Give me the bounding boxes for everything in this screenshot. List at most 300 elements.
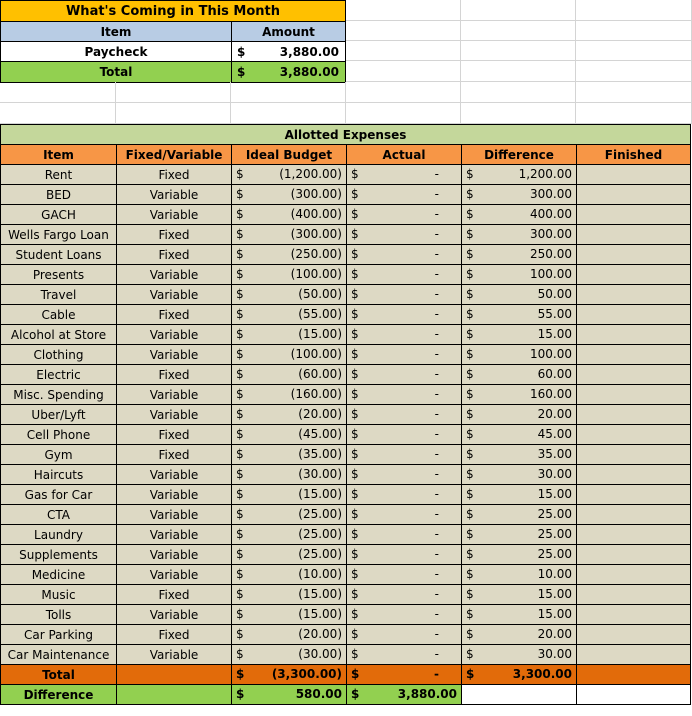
expense-type[interactable]: Fixed — [117, 165, 232, 185]
expense-item[interactable]: Gym — [1, 445, 117, 465]
expense-finished[interactable] — [577, 425, 691, 445]
currency-symbol: $ — [236, 687, 245, 701]
expense-difference[interactable] — [462, 465, 577, 485]
expense-item[interactable]: Rent — [1, 165, 117, 185]
expense-difference[interactable] — [462, 545, 577, 565]
expense-finished[interactable] — [577, 325, 691, 345]
empty-cell[interactable] — [576, 41, 692, 61]
empty-cell[interactable] — [346, 103, 461, 124]
currency-symbol: $ — [466, 507, 474, 521]
expense-difference[interactable] — [462, 565, 577, 585]
expense-ideal-budget[interactable] — [232, 445, 347, 465]
expense-difference[interactable] — [462, 445, 577, 465]
amount-value: 20.00 — [537, 407, 572, 421]
expense-ideal-budget[interactable] — [232, 465, 347, 485]
expense-type[interactable]: Fixed — [117, 585, 232, 605]
expense-difference[interactable] — [462, 505, 577, 525]
total-difference[interactable] — [462, 665, 577, 685]
currency-symbol: $ — [236, 427, 244, 441]
currency-symbol: $ — [466, 427, 474, 441]
expense-actual[interactable] — [347, 405, 462, 425]
expense-actual[interactable] — [347, 185, 462, 205]
table-row — [1, 485, 691, 505]
amount-value: 300.00 — [530, 187, 572, 201]
table-row — [1, 285, 691, 305]
difference-row — [1, 685, 691, 705]
expense-ideal-budget[interactable] — [232, 285, 347, 305]
empty-cell[interactable] — [116, 82, 231, 103]
expense-actual[interactable] — [347, 525, 462, 545]
expense-finished[interactable] — [577, 605, 691, 625]
empty-cell[interactable] — [346, 61, 461, 82]
table-row — [1, 185, 691, 205]
empty-cell[interactable] — [576, 0, 692, 21]
currency-symbol: $ — [466, 307, 474, 321]
amount-value: 580.00 — [295, 687, 342, 701]
income-header-item[interactable]: Item — [0, 21, 232, 42]
amount-value: 15.00 — [537, 327, 572, 341]
amount-value: (15.00) — [298, 607, 342, 621]
expense-item[interactable]: Uber/Lyft — [1, 405, 117, 425]
currency-symbol: $ — [236, 467, 244, 481]
currency-symbol: $ — [466, 667, 475, 681]
expense-type[interactable]: Variable — [117, 265, 232, 285]
amount-value: - — [434, 167, 439, 181]
header-difference[interactable]: Difference — [462, 145, 577, 165]
table-row — [1, 325, 691, 345]
expense-item[interactable]: Car Maintenance — [1, 645, 117, 665]
expense-ideal-budget[interactable] — [232, 585, 347, 605]
amount-value: 3,880.00 — [397, 687, 457, 701]
expense-item[interactable]: Cell Phone — [1, 425, 117, 445]
expense-difference[interactable] — [462, 185, 577, 205]
expense-actual[interactable] — [347, 425, 462, 445]
expense-actual[interactable] — [347, 265, 462, 285]
currency-symbol: $ — [351, 427, 359, 441]
expense-finished[interactable] — [577, 405, 691, 425]
expense-ideal-budget[interactable] — [232, 425, 347, 445]
expense-difference[interactable] — [462, 405, 577, 425]
expense-item[interactable]: Student Loans — [1, 245, 117, 265]
amount-value: (25.00) — [298, 527, 342, 541]
expense-difference[interactable] — [462, 265, 577, 285]
expense-actual[interactable] — [347, 345, 462, 365]
currency-symbol: $ — [236, 567, 244, 581]
expense-actual[interactable] — [347, 605, 462, 625]
currency-symbol: $ — [236, 647, 244, 661]
expense-finished[interactable] — [577, 165, 691, 185]
expense-finished[interactable] — [577, 645, 691, 665]
expense-actual[interactable] — [347, 465, 462, 485]
expense-finished[interactable] — [577, 385, 691, 405]
expense-difference[interactable] — [462, 245, 577, 265]
empty-cell[interactable] — [576, 21, 692, 41]
currency-symbol: $ — [236, 167, 244, 181]
expense-item[interactable]: GACH — [1, 205, 117, 225]
table-row — [1, 265, 691, 285]
expense-difference[interactable] — [462, 285, 577, 305]
empty-cell[interactable] — [346, 21, 461, 41]
currency-symbol: $ — [236, 367, 244, 381]
expense-ideal-budget[interactable] — [232, 605, 347, 625]
expense-item[interactable]: Gas for Car — [1, 485, 117, 505]
expense-actual[interactable] — [347, 165, 462, 185]
empty-cell[interactable] — [576, 61, 692, 82]
expense-item[interactable]: Electric — [1, 365, 117, 385]
income-header-amount[interactable]: Amount — [231, 21, 346, 42]
currency-symbol: $ — [466, 647, 474, 661]
difference-type[interactable] — [117, 685, 232, 705]
amount-value: (60.00) — [298, 367, 342, 381]
currency-symbol: $ — [351, 207, 359, 221]
table-row — [1, 465, 691, 485]
expense-item[interactable]: CTA — [1, 505, 117, 525]
expense-ideal-budget[interactable] — [232, 505, 347, 525]
empty-cell[interactable] — [116, 103, 231, 124]
expense-ideal-budget[interactable] — [232, 225, 347, 245]
expense-finished[interactable] — [577, 345, 691, 365]
expense-actual[interactable] — [347, 325, 462, 345]
amount-value: 30.00 — [537, 647, 572, 661]
expense-type[interactable]: Fixed — [117, 625, 232, 645]
currency-symbol: $ — [351, 367, 359, 381]
currency-symbol: $ — [351, 667, 360, 681]
expense-difference[interactable] — [462, 485, 577, 505]
amount-value: - — [434, 407, 439, 421]
expense-actual[interactable] — [347, 285, 462, 305]
amount-value: 25.00 — [537, 527, 572, 541]
expense-item[interactable]: Car Parking — [1, 625, 117, 645]
currency-symbol: $ — [236, 207, 244, 221]
expense-finished[interactable] — [577, 505, 691, 525]
expense-finished[interactable] — [577, 205, 691, 225]
currency-symbol: $ — [466, 327, 474, 341]
expense-finished[interactable] — [577, 485, 691, 505]
currency-symbol: $ — [351, 647, 359, 661]
amount-value: 35.00 — [537, 447, 572, 461]
expense-item[interactable]: Laundry — [1, 525, 117, 545]
income-row-item[interactable]: Paycheck — [0, 41, 232, 62]
expense-difference[interactable] — [462, 525, 577, 545]
header-type[interactable]: Fixed/Variable — [117, 145, 232, 165]
currency-symbol: $ — [351, 387, 359, 401]
difference-actual[interactable] — [347, 685, 462, 705]
empty-cell[interactable] — [461, 103, 576, 124]
amount-value: - — [434, 307, 439, 321]
expense-difference[interactable] — [462, 225, 577, 245]
expense-item[interactable]: Wells Fargo Loan — [1, 225, 117, 245]
expense-difference[interactable] — [462, 345, 577, 365]
header-ideal-budget[interactable]: Ideal Budget — [232, 145, 347, 165]
amount-value: - — [434, 247, 439, 261]
expense-finished[interactable] — [577, 445, 691, 465]
empty-cell[interactable] — [461, 21, 576, 41]
total-finished[interactable] — [577, 665, 691, 685]
expense-finished[interactable] — [577, 545, 691, 565]
difference-ideal-budget[interactable] — [232, 685, 347, 705]
expense-type[interactable]: Variable — [117, 345, 232, 365]
currency-symbol: $ — [466, 267, 474, 281]
expense-item[interactable]: Supplements — [1, 545, 117, 565]
expense-type[interactable]: Fixed — [117, 425, 232, 445]
currency-symbol: $ — [351, 407, 359, 421]
expense-item[interactable]: Clothing — [1, 345, 117, 365]
income-row-amount[interactable] — [231, 41, 346, 62]
amount-value: - — [434, 647, 439, 661]
expense-difference[interactable] — [462, 385, 577, 405]
expense-ideal-budget[interactable] — [232, 565, 347, 585]
expense-type[interactable]: Fixed — [117, 305, 232, 325]
expense-finished[interactable] — [577, 305, 691, 325]
expense-difference[interactable] — [462, 325, 577, 345]
expense-difference[interactable] — [462, 605, 577, 625]
expense-ideal-budget[interactable] — [232, 165, 347, 185]
difference-finished[interactable] — [577, 685, 691, 705]
empty-cell[interactable] — [231, 103, 346, 124]
amount-value: - — [434, 287, 439, 301]
amount-value: (400.00) — [290, 207, 342, 221]
expense-actual[interactable] — [347, 205, 462, 225]
expense-type[interactable]: Variable — [117, 525, 232, 545]
income-total-amount[interactable] — [231, 61, 346, 83]
expense-finished[interactable] — [577, 365, 691, 385]
expense-item[interactable]: Misc. Spending — [1, 385, 117, 405]
currency-symbol: $ — [466, 447, 474, 461]
expense-item[interactable]: BED — [1, 185, 117, 205]
expense-ideal-budget[interactable] — [232, 645, 347, 665]
expense-actual[interactable] — [347, 565, 462, 585]
expense-difference[interactable] — [462, 425, 577, 445]
expense-type[interactable]: Fixed — [117, 225, 232, 245]
amount-value: 20.00 — [537, 627, 572, 641]
expense-ideal-budget[interactable] — [232, 385, 347, 405]
expense-ideal-budget[interactable] — [232, 325, 347, 345]
expense-finished[interactable] — [577, 265, 691, 285]
expense-type[interactable]: Variable — [117, 325, 232, 345]
expense-type[interactable]: Variable — [117, 565, 232, 585]
currency-symbol: $ — [466, 487, 474, 501]
total-actual[interactable] — [347, 665, 462, 685]
currency-symbol: $ — [351, 687, 360, 701]
expense-actual[interactable] — [347, 225, 462, 245]
currency-symbol: $ — [351, 267, 359, 281]
empty-cell[interactable] — [576, 103, 692, 124]
amount-value: 25.00 — [537, 547, 572, 561]
amount-value: (20.00) — [298, 407, 342, 421]
expense-actual[interactable] — [347, 645, 462, 665]
amount-value: (25.00) — [298, 547, 342, 561]
expense-ideal-budget[interactable] — [232, 265, 347, 285]
table-row — [1, 345, 691, 365]
table-row — [1, 505, 691, 525]
expense-ideal-budget[interactable] — [232, 405, 347, 425]
currency-symbol: $ — [466, 467, 474, 481]
header-actual[interactable]: Actual — [347, 145, 462, 165]
expense-item[interactable]: Haircuts — [1, 465, 117, 485]
expense-type[interactable]: Fixed — [117, 245, 232, 265]
currency-symbol: $ — [236, 547, 244, 561]
expense-ideal-budget[interactable] — [232, 205, 347, 225]
income-total-label[interactable]: Total — [0, 61, 232, 83]
expense-difference[interactable] — [462, 165, 577, 185]
expense-finished[interactable] — [577, 625, 691, 645]
amount-value: - — [434, 387, 439, 401]
table-row — [1, 225, 691, 245]
expense-actual[interactable] — [347, 625, 462, 645]
amount-value: (100.00) — [290, 347, 342, 361]
expense-finished[interactable] — [577, 185, 691, 205]
difference-label[interactable]: Difference — [1, 685, 117, 705]
currency-symbol: $ — [466, 207, 474, 221]
expense-type[interactable]: Variable — [117, 285, 232, 305]
expense-finished[interactable] — [577, 285, 691, 305]
expense-item[interactable]: Travel — [1, 285, 117, 305]
amount-value: 400.00 — [530, 207, 572, 221]
expense-actual[interactable] — [347, 245, 462, 265]
expense-type[interactable]: Variable — [117, 505, 232, 525]
empty-cell[interactable] — [461, 0, 576, 21]
currency-symbol: $ — [236, 487, 244, 501]
expense-actual[interactable] — [347, 305, 462, 325]
currency-symbol: $ — [351, 287, 359, 301]
expense-actual[interactable] — [347, 445, 462, 465]
table-row — [1, 305, 691, 325]
expense-finished[interactable] — [577, 565, 691, 585]
empty-cell[interactable] — [461, 41, 576, 61]
expense-type[interactable]: Variable — [117, 185, 232, 205]
expense-type[interactable]: Variable — [117, 645, 232, 665]
expense-type[interactable]: Variable — [117, 485, 232, 505]
amount-value: - — [434, 267, 439, 281]
expense-type[interactable]: Variable — [117, 465, 232, 485]
income-title[interactable]: What's Coming in This Month — [0, 0, 346, 22]
expense-item[interactable]: Cable — [1, 305, 117, 325]
amount-value: 15.00 — [537, 487, 572, 501]
header-finished[interactable]: Finished — [577, 145, 691, 165]
expense-item[interactable]: Presents — [1, 265, 117, 285]
expense-difference[interactable] — [462, 205, 577, 225]
amount-value: - — [434, 207, 439, 221]
empty-cell[interactable] — [231, 82, 346, 103]
amount-value: - — [434, 507, 439, 521]
expense-difference[interactable] — [462, 645, 577, 665]
currency-symbol: $ — [351, 467, 359, 481]
amount-value: 30.00 — [537, 467, 572, 481]
expense-type[interactable]: Fixed — [117, 445, 232, 465]
expense-item[interactable]: Medicine — [1, 565, 117, 585]
table-row — [1, 625, 691, 645]
expense-ideal-budget[interactable] — [232, 485, 347, 505]
currency-symbol: $ — [351, 627, 359, 641]
amount-value: 10.00 — [537, 567, 572, 581]
amount-value: (20.00) — [298, 627, 342, 641]
amount-value: 15.00 — [537, 587, 572, 601]
expense-type[interactable]: Variable — [117, 385, 232, 405]
expense-item[interactable]: Music — [1, 585, 117, 605]
currency-symbol: $ — [466, 567, 474, 581]
empty-cell[interactable] — [576, 82, 692, 103]
currency-symbol: $ — [351, 487, 359, 501]
currency-symbol: $ — [466, 527, 474, 541]
currency-symbol: $ — [466, 387, 474, 401]
expense-difference[interactable] — [462, 625, 577, 645]
expense-actual[interactable] — [347, 545, 462, 565]
currency-symbol: $ — [351, 307, 359, 321]
expense-ideal-budget[interactable] — [232, 305, 347, 325]
expense-finished[interactable] — [577, 465, 691, 485]
expense-ideal-budget[interactable] — [232, 545, 347, 565]
expense-finished[interactable] — [577, 245, 691, 265]
expense-difference[interactable] — [462, 365, 577, 385]
currency-symbol: $ — [351, 447, 359, 461]
empty-cell[interactable] — [0, 103, 116, 124]
amount-value: 1,200.00 — [518, 167, 572, 181]
expense-actual[interactable] — [347, 505, 462, 525]
currency-symbol: $ — [351, 247, 359, 261]
expense-actual[interactable] — [347, 585, 462, 605]
total-ideal-budget[interactable] — [232, 665, 347, 685]
empty-cell[interactable] — [346, 0, 461, 21]
expense-ideal-budget[interactable] — [232, 625, 347, 645]
empty-cell[interactable] — [461, 61, 576, 82]
header-item[interactable]: Item — [1, 145, 117, 165]
amount-value: - — [434, 367, 439, 381]
amount-value: - — [434, 227, 439, 241]
currency-symbol: $ — [466, 187, 474, 201]
expense-finished[interactable] — [577, 585, 691, 605]
expense-ideal-budget[interactable] — [232, 345, 347, 365]
currency-symbol: $ — [351, 567, 359, 581]
currency-symbol: $ — [236, 267, 244, 281]
amount-value: (55.00) — [298, 307, 342, 321]
expense-finished[interactable] — [577, 525, 691, 545]
expense-type[interactable]: Variable — [117, 205, 232, 225]
currency-symbol: $ — [236, 187, 244, 201]
expense-difference[interactable] — [462, 585, 577, 605]
expense-difference[interactable] — [462, 305, 577, 325]
amount-value: - — [434, 347, 439, 361]
amount-value: 3,880.00 — [279, 65, 339, 79]
table-row — [1, 585, 691, 605]
amount-value: (100.00) — [290, 267, 342, 281]
total-label[interactable]: Total — [1, 665, 117, 685]
empty-cell[interactable] — [346, 82, 461, 103]
expense-ideal-budget[interactable] — [232, 185, 347, 205]
expense-type[interactable]: Variable — [117, 405, 232, 425]
expense-actual[interactable] — [347, 485, 462, 505]
expense-type[interactable]: Variable — [117, 545, 232, 565]
difference-difference[interactable] — [462, 685, 577, 705]
amount-value: (50.00) — [298, 287, 342, 301]
expense-item[interactable]: Alcohol at Store — [1, 325, 117, 345]
expense-actual[interactable] — [347, 385, 462, 405]
expense-actual[interactable] — [347, 365, 462, 385]
expense-ideal-budget[interactable] — [232, 525, 347, 545]
expenses-title[interactable]: Allotted Expenses — [1, 125, 691, 145]
total-type[interactable] — [117, 665, 232, 685]
expense-item[interactable]: Tolls — [1, 605, 117, 625]
expense-type[interactable]: Variable — [117, 605, 232, 625]
expense-finished[interactable] — [577, 225, 691, 245]
amount-value: - — [434, 467, 439, 481]
empty-cell[interactable] — [461, 82, 576, 103]
expense-ideal-budget[interactable] — [232, 365, 347, 385]
currency-symbol: $ — [351, 347, 359, 361]
expense-type[interactable]: Fixed — [117, 365, 232, 385]
empty-cell[interactable] — [346, 41, 461, 61]
empty-cell[interactable] — [0, 82, 116, 103]
expense-ideal-budget[interactable] — [232, 245, 347, 265]
